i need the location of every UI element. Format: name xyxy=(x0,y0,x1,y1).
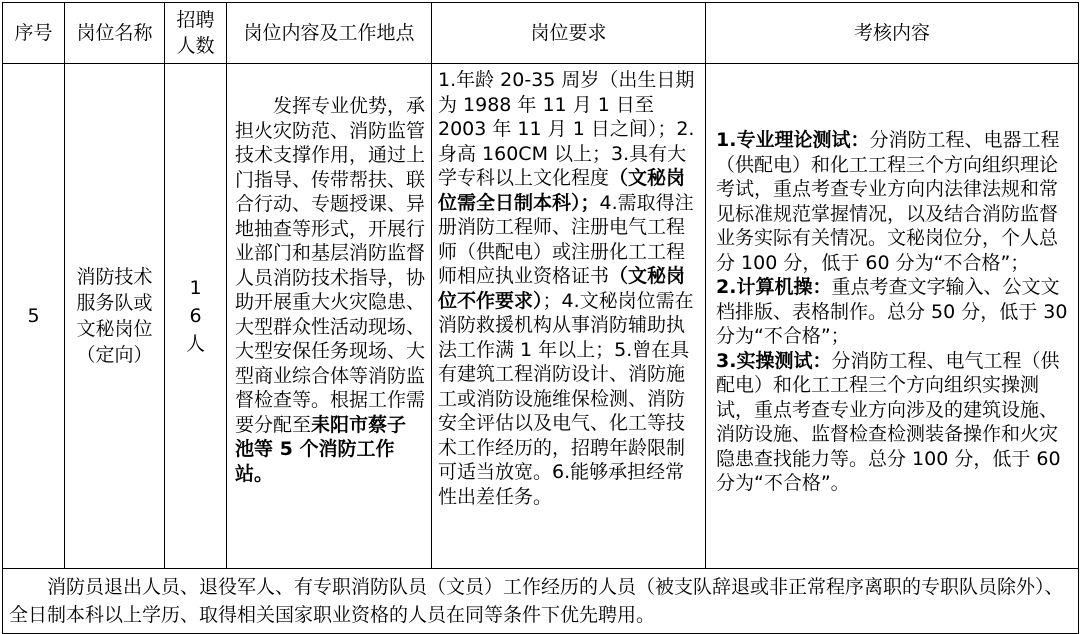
header-requirements: 岗位要求 xyxy=(432,3,706,64)
cell-count xyxy=(165,64,227,569)
header-seq: 序号 xyxy=(3,3,65,64)
req-bold-1: （文秘岗位需全日制本科）； xyxy=(438,167,686,214)
recruitment-table xyxy=(2,2,1079,634)
header-count-text: 招聘人数 xyxy=(176,9,215,57)
footer-row xyxy=(3,569,1079,634)
req-text-1: 1.年龄 20-35 周岁（出生日期为 1988 年 11 月 1 日至 2003 年 11 月 1 日之间）；2.身高 160CM 以上；3.具有大学专科以上文化程度 xyxy=(438,69,695,189)
count-text: 16人 xyxy=(185,277,205,355)
req-text-2: 4.需取得注册消防工程师、注册电气工程师（供配电）或注册化工工程师相应执业资格证书 xyxy=(438,191,694,287)
content-main-text: 发挥专业优势，承担火灾防范、消防监管技术支撑作用，通过上门指导、传带帮扶、联合行动、专题授课、异地抽查等形式，开展行业部门和基层消防监督人员消防技术指导，协助开展重大火灾隐患、大型群众性活动现场、大型安保任务现场、大型商业综合体等消防监督检查等。根据工作需要分配至 xyxy=(235,95,426,436)
header-post-name: 岗位名称 xyxy=(65,3,165,64)
header-count xyxy=(165,3,227,64)
footer-text: 消防员退出人员、退役军人、有专职消防队员（文员）工作经历的人员（被支队辞退或非正常程序离职的专职队员除外）、全日制本科以上学历、取得相关国家职业资格的人员在同等条件下优先聘用。 xyxy=(9,576,1064,626)
header-content: 岗位内容及工作地点 xyxy=(227,3,432,64)
cell-assessment xyxy=(706,64,1079,569)
footer-cell xyxy=(3,569,1079,634)
requirements-paragraph xyxy=(438,68,701,509)
assessment-paragraph xyxy=(716,128,1070,496)
cell-content xyxy=(227,64,432,569)
assess-3-title: 3.实操测试： xyxy=(716,349,832,372)
assess-2-text: 重点考查文字输入、公文文档排版、表格制作。总分 50 分，低于 30 分为“不合格”； xyxy=(716,276,1068,348)
header-row xyxy=(3,3,1079,64)
post-name-text: 消防技术服务队或文秘岗位（定向） xyxy=(76,266,153,366)
cell-requirements xyxy=(432,64,706,569)
cell-seq: 5 xyxy=(3,64,65,569)
header-assessment: 考核内容 xyxy=(706,3,1079,64)
cell-post-name xyxy=(65,64,165,569)
assess-1-text: 分消防工程、电器工程（供配电）和化工工程三个方向组织理论考试，重点考查专业方向内法律法规和常见标准规范掌握情况，以及结合消防监督业务实际有关情况。文秘岗位分，个人总分 100 分，低于 60 分为“不合格”； xyxy=(716,129,1060,274)
assess-2-title: 2.计算机操： xyxy=(716,276,832,299)
req-bold-2: （文秘岗位不作要求） xyxy=(438,265,686,312)
content-paragraph xyxy=(235,94,425,486)
assess-3-text: 分消防工程、电气工程（供配电）和化工工程三个方向组织实操测试，重点考查专业方向涉及的建筑设施、消防设施、监督检查检测装备操作和火灾隐患查找能力等。总分 100 分，低于 60 分为“不合格”。 xyxy=(716,349,1061,495)
table-row xyxy=(3,64,1079,569)
assess-1-title: 1.专业理论测试： xyxy=(716,129,870,152)
req-text-3: ；4.文秘岗位需在消防救援机构从事消防辅助执法工作满 1 年以上；5.曾在具有建筑工程消防设计、消防施工或消防设施维保检测、消防安全评估以及电气、化工等技术工作经历的，招聘年龄限制可适当放宽。6.能够承担经常性出差任务。 xyxy=(438,289,694,508)
content-bold-text: 耒阳市蔡子池等 5 个消防工作站。 xyxy=(235,413,407,485)
